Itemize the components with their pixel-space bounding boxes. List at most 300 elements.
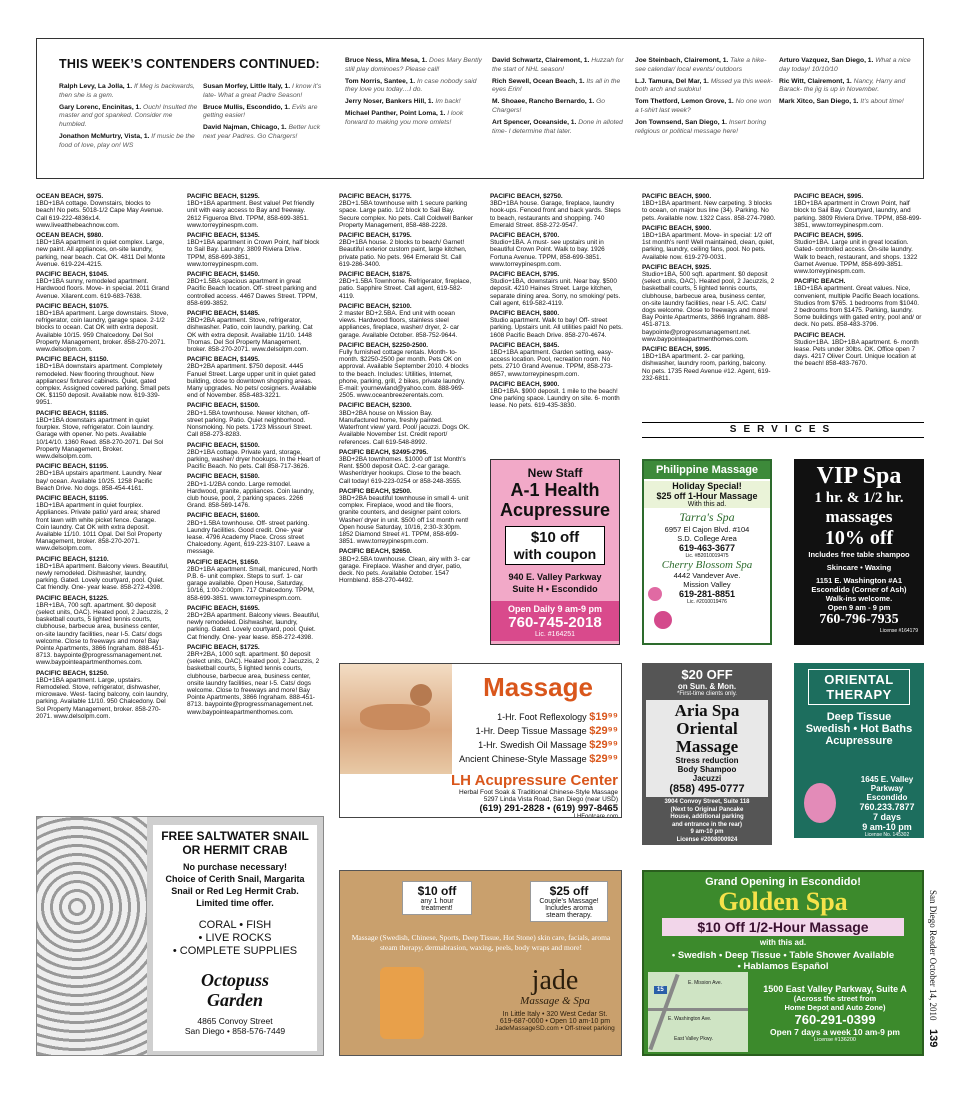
contender-note: Evils are getting easier! [203, 103, 318, 120]
flower-icon [648, 587, 662, 601]
contender-note: Go Chargers! [492, 98, 605, 114]
ad-text: 1BD+1BA apartment in quiet complex. Large, new paint. All appliances, on-site laundry, parking, near beach. Cat OK. 4811 Del Monte Avenue. 619-224-4215. [36, 239, 166, 268]
contender-note: Done in alloted time- I determine that later. [492, 118, 623, 135]
contender-note: Im back! [435, 98, 461, 106]
contender-entry [635, 57, 775, 75]
ad-jade-massage [339, 870, 622, 1056]
jade-coupon-2: $25 off [549, 884, 589, 898]
golden-offer: $10 Off 1/2-Hour Massage [662, 918, 904, 936]
ad-text: 3BD+2BA house on Mission Bay. Manufactured home, freshly painted. Waterfront view/ yard. Pool/ jacuzzi. Dogs OK. Available November 1st. Credit report/ references. Call 619-548-8992. [339, 409, 470, 446]
jade-website: JadeMassageSD.com • Off-street parking [495, 1025, 615, 1032]
classified-ad [36, 303, 170, 353]
new-staff: New Staff [527, 466, 583, 480]
contender-note: Huzzah for the start of NHL season! [492, 57, 624, 73]
ad-heading: PACIFIC BEACH, $1725. [187, 643, 260, 651]
ph-spa-2: Cherry Blossom Spa [661, 559, 753, 571]
snail-list-2: • LIVE ROCKS [198, 932, 272, 944]
ad-heading: PACIFIC BEACH, $795. [490, 271, 560, 279]
contender-name: Michael Panther, Point Loma, 1. [345, 109, 446, 117]
ad-heading: OCEAN BEACH, $975. [36, 193, 104, 200]
contender-name: Tom Thetford, Lemon Grove, 1. [635, 98, 734, 106]
ph-note: With this ad. [687, 501, 727, 508]
ad-a1-health [490, 459, 620, 645]
ad-heading: PACIFIC BEACH, $1225. [36, 594, 109, 602]
snail-list-3: • COMPLETE SUPPLIES [172, 945, 298, 957]
classifieds-col-1 [36, 193, 170, 723]
classified-ad [187, 310, 321, 353]
classified-ad [794, 278, 924, 328]
ad-text: 1BD+1BA apartment in Crown Point, half block to Sail Bay. Laundry. 3809 Riviera Drive. TPPM, 858-699-3851, www.torreypinespm.com. [187, 239, 320, 268]
jade-phone: 619-687-0000 • Open 10 am-10 pm [499, 1018, 611, 1025]
ad-heading: PACIFIC BEACH, $900. [642, 224, 712, 232]
ot-city: Escondido [866, 793, 908, 802]
contender-entry [203, 104, 333, 122]
ad-heading: PACIFIC BEACH, $1795. [339, 232, 412, 240]
contender-name: David Najman, Chicago, 1. [203, 124, 287, 132]
ph-special: Holiday Special! [672, 481, 742, 491]
classified-ad [339, 488, 473, 546]
snail-heading-2: OR HERMIT CRAB [182, 843, 288, 857]
golden-address: 1500 East Valley Parkway, Suite A [763, 984, 907, 994]
vip-services: Skincare • Waxing [826, 563, 892, 572]
a1-coupon: $10 off [530, 529, 580, 546]
lh-price: $29⁹⁹ [589, 753, 618, 765]
golden-address-3: Home Depot and Auto Zone) [784, 1003, 886, 1012]
aria-address: 3904 Convoy Street, Suite 118 [664, 799, 750, 805]
contenders-col-1 [59, 83, 199, 154]
classifieds-col-3 [339, 193, 473, 587]
page-footer [928, 890, 938, 1047]
contender-name: Rich Sewell, Ocean Beach, 1. [492, 77, 585, 85]
classified-ad [490, 232, 624, 268]
contender-note: Insert boring religious or political message here! [635, 118, 767, 135]
aria-phone: (858) 495-0777 [669, 783, 745, 795]
a1-name: A-1 Health [510, 480, 600, 500]
contender-note: Nancy, Harry and Barack- the jig is up in November. [779, 77, 906, 94]
classified-ad [339, 232, 473, 268]
classified-ad [187, 442, 321, 471]
ad-text: Studio+1BA. 1BD+1BA apartment. 6- month lease. Pets under 30lbs. OK. Office open 7 days. 4217 Oliver Court. Unique location at the beach! 858-483-7670. [794, 338, 919, 368]
snail-body-4: Limited time offer. [196, 898, 274, 908]
ad-heading: PACIFIC BEACH, $1150. [36, 356, 109, 364]
contender-name: Jon Townsend, San Diego, 1. [635, 118, 728, 126]
ad-heading: PACIFIC BEACH, $1210. [36, 555, 109, 563]
orchid-icon [804, 783, 836, 823]
contenders-col-6 [779, 57, 919, 110]
contender-name: M. Shoaee, Rancho Bernardo, 1. [492, 98, 595, 106]
lh-service: 1-Hr. Deep Tissue Massage [475, 726, 587, 736]
ad-heading: PACIFIC BEACH, $1075. [36, 302, 109, 310]
ad-text: Studio+1BA. A must- see upstairs unit in beautiful Crown Point. Walk to bay. 1926 Fortuna Avenue. TPPM, 858-699-3851. www.torreypinespm.com. [490, 239, 605, 268]
ad-text: 1BD+1BA apartment. New carpeting. 3 blocks to ocean, on major bus line (34). Parking. No pets. Available now. 1322 Cass. 858-274-7980. [642, 200, 776, 222]
ad-heading: PACIFIC BEACH, $2250-2500. [339, 341, 429, 349]
contenders-col-4 [492, 57, 630, 139]
aria-days: on Sun. & Mon. [677, 682, 737, 691]
classified-ad [36, 271, 170, 300]
aria-discount: $20 OFF [681, 667, 733, 682]
ad-text: 2BD+2BA apartment. Balcony views. Beautiful, newly remodeled. Dishwasher, laundry, parking. Gated. Lovely courtyard, pool. Quiet. Cat friendly. One- year lease. 858-272-4398. [187, 611, 320, 641]
classified-ad [339, 303, 473, 339]
ad-text: 2BD+1.5BA townhouse with 1 secure parking space. Large patio. 1/2 block to Sail Bay. Secure complex. No pets. Call Coldwell Banker Property Management, 858-488-2228. [339, 200, 473, 229]
contender-name: Art Spencer, Oceanside, 1. [492, 118, 577, 126]
classified-ad [339, 271, 473, 300]
flower-icon [654, 611, 672, 629]
classified-ad [187, 559, 321, 602]
ad-text: 3BD+2.5BA townhouse. Clean, airy with 3- car garage. Fireplace. Washer and dryer, patio, deck. No pets. Available October. 1547 Hornblend. 858-270-4492. [339, 555, 471, 585]
ad-heading: PACIFIC BEACH, $1650. [187, 558, 260, 566]
contender-name: Arturo Vazquez, San Diego, 1. [779, 57, 874, 64]
golden-map-street-2: E. Washington Ave. [668, 1016, 712, 1022]
ad-text: Studio+1BA, 500 sqft. apartment. $0 deposit (select units, OAC). Heated pool, 2 Jacuzzis, 2 basketball courts, 5 lighted tennis courts, clubhouse, barbecue area, business center, on-site laundry facilities, near I-5. A/C. Cats/ dogs welcome. Close to freeways and more! Bay Pointe Apartments, 3866 Ingraham. 888-451-8713. baypointe@progressmanagement.net. www.baypointeapartmenthomes.com. [642, 271, 775, 343]
ad-heading: PACIFIC BEACH, $900. [490, 380, 560, 388]
contender-note: Does Mary Bently still play dominoes? Please call! [345, 57, 482, 73]
ad-text: 1BD+1BA apartment in quiet fourplex. Appliances. Private patio/ yard area; shared front lawn with white picket fence. Garage. Coin laundry. Cat OK with extra deposit. Available 11/10. 1011 Opal. Del Sol Property Management, broker. 858-270-2071. www.delsolpm.com. [36, 502, 162, 553]
contender-entry [492, 57, 630, 75]
contender-name: Ralph Levy, La Jolla, 1. [59, 83, 133, 90]
ad-text: 2BD+1BA apartment. Small, manicured, North P.B. 6- unit complex. Steps to surf. 1- car garage available. Open House, Saturday, 10/16, 1:00-2:00pm. 717 Chalcedony. TPPM, 858-699-3851. www.torreypinespm.com. [187, 565, 318, 602]
aria-note: *First-time clients only. [677, 691, 737, 697]
ad-text: Studio+1BA, downstairs unit. Near bay. $500 deposit. 4210 Haines Street. Large kitchen, separate dining area. Sorry, no smoking/ pets. Call agent, 619-582-4119. [490, 278, 621, 307]
classified-ad [36, 356, 170, 406]
classifieds-col-4 [490, 193, 624, 413]
ph-phone-2: 619-281-8851 [678, 589, 736, 599]
a1-phone: 760-745-2018 [508, 614, 602, 631]
golden-note: with this ad. [759, 938, 807, 947]
contender-entry [345, 78, 485, 96]
ad-heading: PACIFIC BEACH, $995. [794, 232, 864, 240]
aria-address-3: House, additional parking [670, 814, 744, 820]
aria-shampoo: Body Shampoo [677, 765, 737, 774]
golden-hours: Open 7 days a week 10 am-9 pm [770, 1027, 900, 1037]
classified-ad [187, 402, 321, 438]
ad-text: 1BD+1BA. $900 deposit. 1 mile to the beach! One parking space. Laundry on site. 6- month lease. No pets. 619-435-3830. [490, 388, 620, 410]
vip-title: VIP Spa [816, 463, 902, 489]
page-number: 139 [927, 1028, 939, 1048]
jade-address: In Little Italy • 320 West Cedar St. [502, 1011, 608, 1018]
ad-heading: PACIFIC BEACH, $2300. [339, 402, 412, 410]
ad-text: 2BR+2BA, 1000 sqft. apartment. $0 deposit (select units, OAC). Heated pool, 2 Jacuzzis, 2 basketball courts, 5 lighted tennis courts, clubhouse, barbecue area, business center, onsite laundry facilities, near I-5. Cats/ dogs welcome. Close to freeways and more! Bay Pointe Apartments, 3866 Ingraham. 888-451-8713. baypointe@progressmanagement.net. www.baypointeapartmenthomes.com. [187, 650, 320, 716]
vip-massages: massages [825, 507, 893, 526]
ad-text: 1BD+1BA sunny, remodeled apartment. Hardwood floors. Move- in special. 2011 Grand Avenue. Xilarent.com. 619-683-7638. [36, 278, 170, 300]
ph-license-2: Lic. #2010019476 [687, 599, 727, 605]
ad-heading: PACIFIC BEACH, $1875. [339, 271, 412, 279]
ad-heading: PACIFIC BEACH, $995. [794, 193, 864, 200]
ot-logo-2: THERAPY [826, 687, 892, 702]
contender-entry [635, 78, 775, 96]
aria-title: Aria Spa [674, 701, 740, 720]
classified-ad [642, 225, 776, 261]
classified-ad [642, 346, 776, 382]
contender-note: Missed ya this week- both arch and sudoku! [635, 77, 773, 94]
snail-body: No purchase necessary! [182, 862, 288, 872]
classified-ad [36, 556, 170, 592]
lh-row [436, 724, 618, 738]
ad-heading: PACIFIC BEACH, $995. [642, 346, 712, 354]
contender-note: Take a hike- see calendar/ local events/ outdoors [635, 57, 767, 73]
contender-entry [635, 119, 775, 137]
ot-logo: ORIENTAL [824, 672, 894, 687]
ad-text: 2 master BD+2.5BA. End unit with ocean views. Hardwood floors, stainless steel appliances, fireplace, washer/ dryer, 2- car garage. Available October. 858-752-9644. [339, 310, 460, 339]
golden-map-street: E. Mission Ave. [688, 980, 723, 986]
ad-text: 1BD+1BA cottage. Downstairs, blocks to beach! No pets. 5018-1/2 Cape May Avenue. Call 619-222-4836x14. www.liveatthebeachnow.com. [36, 200, 164, 229]
lh-name: LH Acupressure Center [451, 772, 618, 789]
contender-entry [345, 110, 485, 128]
golden-address-2: (Across the street from [793, 994, 877, 1003]
contender-note: Ouch! Insulted the master and got spanked. Consider me humbled. [59, 103, 198, 129]
ad-text: 2BD+1BA upstairs apartment. Laundry. Near bay/ ocean. Available 10/25. 1258 Pacific Beach Drive. No dogs. 858-454-4161. [36, 470, 163, 492]
classified-ad [187, 473, 321, 509]
contender-note: Better luck next year Padres. Go Chargers! [203, 124, 321, 140]
ad-text: 3BD+1BA house. Garage, fireplace, laundry hook-ups. Fenced front and back yards. Steps to beach, restaurants and shopping. 740 Emerald Street. 858-272-9547. [490, 200, 621, 229]
ad-text: 2BD+1.5BA spacious apartment in great Pacific Beach location. Off- street parking and controlled access. 4467 Dawes Street. TPPM, 858-699-3852. [187, 278, 318, 307]
contender-note: If music be the food of love, play on! WS [59, 132, 195, 149]
classified-ad [339, 449, 473, 485]
classified-ad [642, 264, 776, 343]
a1-address: 940 E. Valley Parkway [508, 572, 602, 582]
lh-subtitle: Herbal Foot Soak & Traditional Chinese-Style Massage [459, 789, 618, 796]
ad-heading: PACIFIC BEACH, $1500. [187, 402, 260, 410]
ad-text: Fully furnished cottage rentals. Month- to- month. $2250-2500 per month. Pets OK on approval. Available September 2010. 4 blocks to the beach. Includes: Utilities, Internet, phone, parking, grill, 2 bikes, private laundry. E-mail: yournewland@yahoo.com. 888-969-2505. www.oceanbreezerentals.com. [339, 349, 469, 400]
vip-license: License #164179 [879, 628, 918, 634]
contender-entry [59, 104, 199, 130]
classified-ad [490, 271, 624, 307]
octopuss-address: 4865 Convoy Street [197, 1016, 273, 1026]
ad-heading: PACIFIC BEACH, $1500. [187, 441, 260, 449]
ad-heading: PACIFIC BEACH, $1295. [187, 193, 260, 200]
ad-text: 1BD+1BA apartment in Crown Point, half block to Sail Bay. Courtyard, laundry, and parking. 3809 Riviera Drive. TPPM, 858-699-3851, www.torreypinespm.com. [794, 200, 922, 229]
candle-icon [380, 967, 424, 1039]
ph-phone-1: 619-463-3677 [678, 543, 736, 553]
ad-text: 1BD+1BA apartment. Garden setting, easy- access location. Pool, recreation room. No pets. 2710 Grand Avenue. TPPM, 858-273-8657, www.torreypinespm.com. [490, 349, 614, 378]
contender-name: Bruce Ness, Mira Mesa, 1. [345, 57, 428, 64]
classified-ad [339, 342, 473, 400]
contender-name: Ric Witt, Clairemont, 1. [779, 77, 852, 85]
ad-lh-acupressure [339, 663, 622, 818]
contender-note: I know it’s late- What a great Padre Season! [203, 83, 322, 99]
ad-octopuss-garden [36, 816, 324, 1056]
golden-map-street-3: East Valley Pkwy. [674, 1036, 713, 1042]
classified-ad [187, 644, 321, 716]
freeway-shield: 15 [654, 986, 667, 994]
aria-stress: Stress reduction [675, 756, 739, 765]
ph-offer: $25 off 1-Hour Massage [656, 491, 758, 501]
contenders-col-2 [203, 83, 333, 145]
golden-spanish: • Hablamos Español [737, 961, 829, 972]
ad-text: 1BD+1BA downstairs apartment in quiet fourplex. Stove, refrigerator. Coin laundry. Garage with opener. No pets. Available 10/14/10. 1360 Reed. 858-270-2071. Del Sol Property Management, Broker. www.delsolpm.com. [36, 416, 164, 460]
classified-ad [339, 193, 473, 229]
classifieds-col-6 [794, 193, 924, 371]
lh-row [436, 710, 618, 724]
ad-heading: PACIFIC BEACH. [794, 331, 846, 339]
contender-name: Tom Norris, Santee, 1. [345, 77, 416, 85]
ot-license: License No. 145302 [864, 832, 910, 838]
classified-ad [490, 342, 624, 378]
a1-license: Lic. #164251 [534, 631, 576, 638]
lh-row [436, 738, 618, 752]
ad-heading: PACIFIC BEACH, $2495-2795. [339, 448, 429, 456]
ad-text: 2BD+1BA house. 2 blocks to beach/ Garnet! Beautiful exterior custom paint, large kitchen, private patio. No pets. 964 Emerald St. Call 619-286-3400. [339, 239, 467, 268]
ad-vip-spa [794, 459, 924, 645]
classified-ad [36, 193, 170, 229]
ad-heading: PACIFIC BEACH, $1695. [187, 604, 260, 612]
jade-coupon-1: $10 off [417, 884, 457, 898]
ph-title: Philippine Massage [644, 461, 770, 479]
contender-note: In case nobody said they love you today…I do. [345, 77, 477, 94]
classified-ad [36, 670, 170, 720]
classified-ad [36, 232, 170, 268]
classifieds-col-5 [642, 193, 776, 385]
lh-service: 1-Hr. Foot Reflexology [497, 712, 587, 722]
ad-text: 1BD+1BA apartment. Balcony views. Beautiful, newly remodeled. Dishwasher, laundry, parking. Gated. Lovely courtyard, pool. Quiet. Cat friendly. One- year lease. 858-272-4398. [36, 562, 169, 592]
ad-text: 2BD+1.5BA Townhome. Refrigerator, fireplace, patio. Sapphire Street. Call agent, 619-582-4119. [339, 278, 472, 300]
vip-address: 1151 E. Washington #A1 [816, 576, 902, 585]
aria-jacuzzi: Jacuzzi [692, 774, 722, 783]
classified-ad [642, 193, 776, 222]
ot-service-1: Deep Tissue [826, 711, 892, 723]
octopuss-name: Octopuss [200, 970, 269, 990]
ad-text: 1BD+1BA apartment. Best value! Pet friendly unit with easy access to Bay and freeway. 2612 Figueroa Blvd. TPPM, 858-699-3851. www.torreypinespm.com. [187, 200, 315, 229]
contender-name: Bruce Mullis, Escondido, 1. [203, 103, 290, 111]
jade-logo-2: Massage & Spa [520, 995, 590, 1007]
contender-entry [345, 98, 485, 107]
contenders-col-3 [345, 57, 485, 131]
ad-text: 3BD+2BA beautiful townhouse in small 4- unit complex. Fireplace, wood and tile floors, granite counters, and designer paint colors. Washer/ dryer in unit. $500 off 1st month rent! Open house Saturday, 10/16, 2:30-3:30pm. 1852 Diamond Street #1. TPPM, 858-699-3851. www.torreypinespm.com. [339, 494, 469, 546]
contender-name: Jerry Noser, Bankers Hill, 1. [345, 98, 434, 106]
lh-price: $29⁹⁹ [589, 725, 618, 737]
ot-address: 1645 E. Valley Parkway [860, 775, 914, 793]
ph-license-1: Lic. #B2010019475 [685, 553, 729, 559]
ad-heading: PACIFIC BEACH, $1250. [36, 669, 109, 677]
ad-text: 1BD+1BA downstairs apartment. Completely remodeled. New flooring throughout. New appliances/ fixtures/ cabinets. Quiet, gated complex. Assigned covered parking. Small pets OK. $1150 deposit. Available now. 619-339-9951. [36, 363, 170, 407]
lh-service: 1-Hr. Swedish Oil Massage [478, 740, 587, 750]
a1-name-2: Acupressure [499, 500, 611, 520]
classified-ad [794, 332, 924, 368]
jade-coupon-2-line: Couple's Massage! [539, 898, 599, 905]
contender-note: Its all in the eyes Erin! [492, 77, 621, 94]
ad-oriental-therapy [794, 663, 924, 838]
publication-line: San Diego Reader October 14, 2010 [928, 890, 938, 1021]
snail-body-3: Snail or Red Leg Hermit Crab. [171, 886, 299, 896]
ph-address-1: 6957 El Cajon Blvd. #104 [664, 525, 750, 534]
contender-entry [635, 98, 775, 116]
ad-heading: OCEAN BEACH, $980. [36, 232, 104, 240]
vip-discount: 10% off [824, 527, 894, 549]
lh-price: $29⁹⁹ [589, 739, 618, 751]
aria-hours: 9 am-10 pm [690, 829, 724, 835]
classified-ad [187, 512, 321, 555]
lh-website: LHFootcare.com [573, 814, 618, 818]
ad-text: 2BD+1-1/2BA condo. Large remodel. Hardwood, granite, appliances. Coin laundry, club house, pool, 2 parking spaces. 2266 Grand. 858-569-1476. [187, 480, 315, 510]
classified-ad [187, 193, 321, 229]
contender-note: If Meg is backwards, then she is a gem. [59, 83, 195, 99]
contender-name: Joe Steinbach, Clairemont, 1. [635, 57, 729, 64]
aria-massage: Massage [675, 737, 739, 756]
contenders-title: THIS WEEK’S CONTENDERS CONTINUED: [59, 57, 320, 71]
ad-text: 1BD+1BA apartment. 2- car parking, dishwasher, laundry room, parking, balcony. No pets. 1735 Reed Avenue #12. Agent, 619-232-6811. [642, 353, 771, 382]
golden-opening: Grand Opening in Escondido! [705, 876, 861, 888]
contenders-col-5 [635, 57, 775, 139]
contender-entry [492, 98, 630, 116]
classified-ad [36, 495, 170, 553]
ph-address-4: Mission Valley [683, 580, 731, 589]
ad-heading: PACIFIC BEACH, $1450. [187, 271, 260, 279]
classifieds-col-2 [187, 193, 321, 719]
ad-heading: PACIFIC BEACH, $1195. [36, 463, 109, 471]
classified-ad [36, 463, 170, 492]
ad-heading: PACIFIC BEACH, $925. [642, 263, 712, 271]
ad-heading: PACIFIC BEACH, $1045. [36, 271, 109, 279]
aria-address-2: (Next to Original Pancake [670, 806, 744, 813]
lh-row [436, 752, 618, 766]
jade-coupon-2-line-3: steam therapy. [546, 912, 592, 919]
ad-text: Studio+1BA. Large unit in great location. Gated- controlled access. On-site laundry. Walk to beach, restaurant, and shops. 1322 Garnet Avenue. TPPM, 858-699-3851. www.torreypinespm.com. [794, 239, 918, 276]
contender-entry [203, 124, 333, 142]
contender-name: Jonathon McMurtry, Vista, 1. [59, 132, 150, 140]
ad-heading: PACIFIC BEACH, $1185. [36, 409, 109, 417]
jade-services: Massage (Swedish, Chinese, Sports, Deep Tissue, Hot Stone) skin care, facials, aroma steam therapy, dermabrasion, waxing, peels, body wraps and more! [351, 933, 611, 952]
ad-aria-spa [642, 663, 772, 845]
contender-name: L.J. Tamura, Del Mar, 1. [635, 77, 709, 85]
contender-note: It’s about time! [860, 98, 904, 106]
ad-heading: PACIFIC BEACH. [794, 278, 846, 286]
ad-heading: PACIFIC BEACH, $800. [490, 310, 560, 318]
snail-heading: FREE SALTWATER SNAIL [161, 829, 309, 843]
classified-ad [187, 356, 321, 399]
contender-entry [59, 83, 199, 101]
classified-ad [187, 605, 321, 641]
ad-text: 2BD+1BA cottage. Private yard, storage, parking, washer/ dryer hookups. In the Heart of Pacific Beach. No pets. Call 858-717-3626. [187, 448, 321, 471]
classified-ad [36, 410, 170, 460]
octopuss-address-2: San Diego • 858-576-7449 [184, 1026, 286, 1036]
vip-address-2: Escondido (Corner of Ash) [811, 585, 907, 594]
vip-phone: 760-796-7935 [819, 612, 899, 627]
ad-heading: PACIFIC BEACH, $2100. [339, 302, 412, 310]
ad-heading: PACIFIC BEACH, $2650. [339, 548, 412, 556]
contender-note: No one won a t-shirt last week? [635, 98, 772, 114]
octopuss-name-2: Garden [206, 990, 263, 1010]
golden-phone: 760-291-0399 [794, 1012, 876, 1027]
ph-spa-1: Tarra's Spa [679, 510, 735, 524]
contender-name: David Schwartz, Clairemont, 1. [492, 57, 590, 64]
classified-ad [794, 232, 924, 275]
classified-ad [794, 193, 924, 229]
ad-heading: PACIFIC BEACH, $1600. [187, 512, 260, 520]
contender-entry [779, 57, 919, 75]
contender-note: What a nice day today! 10/10/10 [779, 57, 911, 73]
contender-entry [492, 119, 630, 137]
contender-entry [492, 78, 630, 96]
contender-entry [779, 78, 919, 96]
classified-ad [490, 310, 624, 339]
snail-list: CORAL • FISH [198, 919, 272, 931]
aria-address-4: and entrance in the rear) [671, 821, 743, 828]
lh-price: $19⁹⁹ [589, 711, 618, 723]
ad-text: 1BD+1BA apartment. Large, upstairs. Remodeled. Stove, refrigerator, dishwasher, microwave. West- facing balcony, coin laundry, parking. Available 11/10. 950 Chalcedony. Del Sol Property Management, broker. 858-270-2071. www.delsolpm.com. [36, 676, 169, 720]
ad-text: Studio apartment. Walk to bay! Off- street parking. Upstairs unit. All utilities paid! No pets. 1608 Pacific Beach Drive. 858-270-4674. [490, 317, 623, 339]
classified-ad [339, 402, 473, 445]
golden-map [648, 972, 748, 1052]
ad-text: 3BD+2BA townhomes. $1000 off 1st Month's Rent. $500 deposit OAC. 2-car garage. Washer/dryer hookups. Close to the beach. Call today! 619-223-0254 or 858-248-3555. [339, 455, 466, 485]
ad-heading: PACIFIC BEACH, $845. [490, 341, 560, 349]
golden-license: License #136200 [814, 1037, 856, 1043]
classified-ad [187, 271, 321, 307]
ph-address-2: S.D. College Area [677, 534, 737, 543]
ot-hours: 9 am-10 pm [862, 822, 912, 832]
ad-heading: PACIFIC BEACH, $1495. [187, 356, 260, 364]
ot-service-3: Acupressure [825, 735, 893, 747]
ad-text: 1BD+1BA apartment. Large downstairs. Stove, refrigerator, coin laundry, garage space. 2-1/2 blocks to ocean. Cat OK with extra deposit. Available 10/15. 959 Chalcedony. Del Sol Property Management, broker. 858-270-2071. www.delsolpm.com. [36, 310, 169, 354]
ad-text: 2BD+1.5BA townhouse. Newer kitchen, off- street parking. Patio. Quiet neighborhood. Nonsmoking. No pets. 1723 Missouri Street. Call 858-273-8283. [187, 409, 313, 439]
